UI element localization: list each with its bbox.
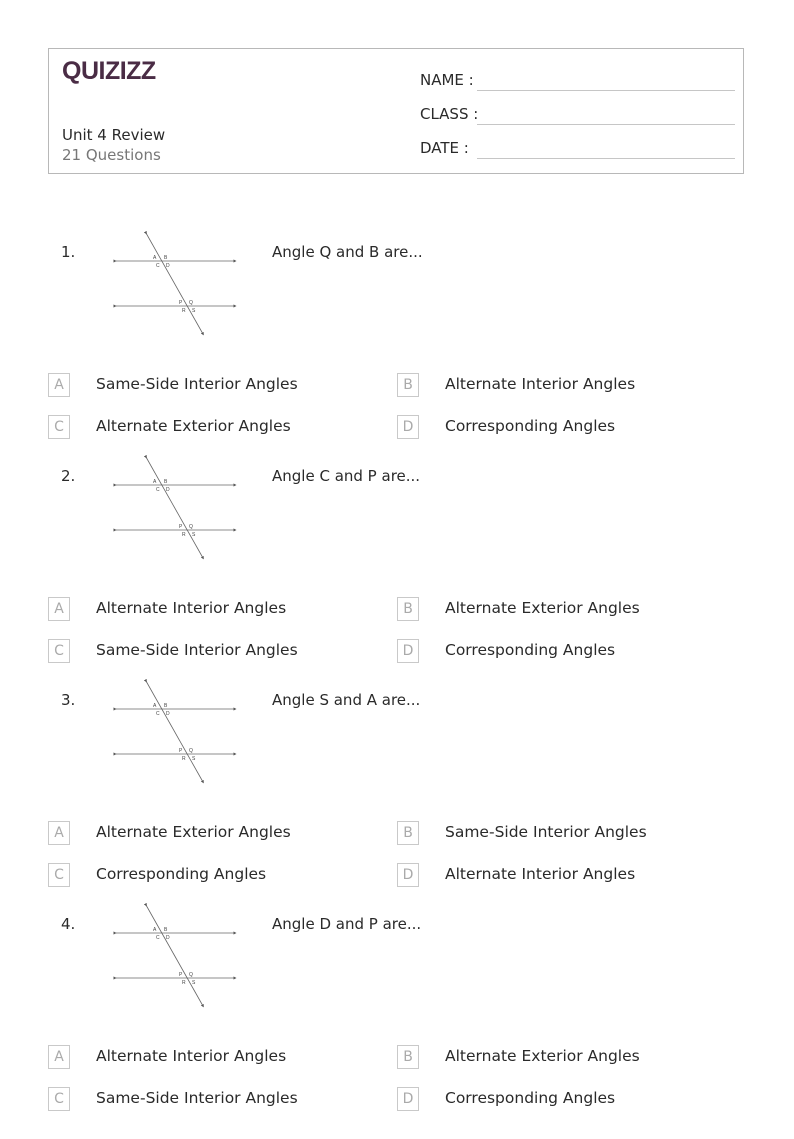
- label-r: R: [182, 532, 186, 538]
- transversal-line: [146, 681, 203, 782]
- option-text: Same-Side Interior Angles: [96, 1089, 298, 1107]
- label-p: P: [179, 972, 183, 978]
- question-text: Angle C and P are...: [272, 467, 421, 485]
- label-p: P: [179, 300, 183, 306]
- option-letter-box[interactable]: B: [397, 1045, 419, 1069]
- option-letter-box[interactable]: A: [48, 821, 70, 845]
- label-c: C: [156, 487, 160, 493]
- label-d: D: [166, 487, 170, 493]
- option-letter-box[interactable]: D: [397, 639, 419, 663]
- question-number: 3.: [61, 691, 76, 709]
- worksheet-header: [48, 48, 744, 174]
- option-letter-box[interactable]: A: [48, 373, 70, 397]
- transversal-line: [146, 457, 203, 558]
- label-a: A: [153, 927, 157, 933]
- name-line[interactable]: [477, 90, 735, 91]
- option-text: Alternate Exterior Angles: [96, 823, 291, 841]
- label-p: P: [179, 748, 183, 754]
- option-text: Alternate Interior Angles: [445, 375, 636, 393]
- label-s: S: [192, 308, 196, 314]
- option-letter-box[interactable]: C: [48, 415, 70, 439]
- parallel-lines-transversal-figure: [112, 902, 238, 1008]
- label-c: C: [156, 935, 160, 941]
- option-letter-box[interactable]: D: [397, 863, 419, 887]
- label-s: S: [192, 756, 196, 762]
- option-letter-box[interactable]: B: [397, 821, 419, 845]
- name-label: NAME :: [420, 71, 474, 89]
- question-2: [0, 467, 794, 691]
- label-r: R: [182, 980, 186, 986]
- option-text: Corresponding Angles: [445, 641, 616, 659]
- option-letter-box[interactable]: D: [397, 415, 419, 439]
- label-q: Q: [189, 972, 193, 978]
- label-d: D: [166, 263, 170, 269]
- label-s: S: [192, 532, 196, 538]
- parallel-lines-transversal-figure: [112, 678, 238, 784]
- option-text: Same-Side Interior Angles: [96, 375, 298, 393]
- class-field[interactable]: [420, 101, 735, 125]
- option-text: Corresponding Angles: [445, 417, 616, 435]
- label-r: R: [182, 756, 186, 762]
- worksheet-title: Unit 4 Review: [62, 126, 166, 144]
- quizizz-logo: QUIZIZZ: [62, 57, 156, 85]
- parallel-lines-transversal-figure: [112, 230, 238, 336]
- label-b: B: [164, 927, 168, 933]
- transversal-line: [146, 905, 203, 1006]
- question-number: 1.: [61, 243, 76, 261]
- option-text: Same-Side Interior Angles: [96, 641, 298, 659]
- date-field[interactable]: [420, 135, 735, 159]
- label-d: D: [166, 935, 170, 941]
- label-d: D: [166, 711, 170, 717]
- label-c: C: [156, 263, 160, 269]
- option-text: Alternate Interior Angles: [96, 1047, 287, 1065]
- option-letter-box[interactable]: C: [48, 1087, 70, 1111]
- option-text: Alternate Interior Angles: [96, 599, 287, 617]
- option-text: Alternate Exterior Angles: [445, 1047, 640, 1065]
- name-field[interactable]: [420, 67, 735, 91]
- label-s: S: [192, 980, 196, 986]
- option-letter-box[interactable]: B: [397, 373, 419, 397]
- option-letter-box[interactable]: C: [48, 639, 70, 663]
- option-letter-box[interactable]: A: [48, 1045, 70, 1069]
- question-text: Angle S and A are...: [272, 691, 421, 709]
- label-a: A: [153, 255, 157, 261]
- option-letter-box[interactable]: B: [397, 597, 419, 621]
- question-4: [0, 915, 794, 1139]
- class-line[interactable]: [477, 124, 735, 125]
- date-label: DATE :: [420, 139, 469, 157]
- label-r: R: [182, 308, 186, 314]
- label-c: C: [156, 711, 160, 717]
- option-text: Alternate Exterior Angles: [96, 417, 291, 435]
- option-text: Alternate Interior Angles: [445, 865, 636, 883]
- transversal-line: [146, 233, 203, 334]
- label-q: Q: [189, 524, 193, 530]
- question-1: [0, 243, 794, 467]
- option-text: Same-Side Interior Angles: [445, 823, 647, 841]
- label-p: P: [179, 524, 183, 530]
- label-a: A: [153, 703, 157, 709]
- label-b: B: [164, 479, 168, 485]
- label-a: A: [153, 479, 157, 485]
- label-b: B: [164, 255, 168, 261]
- question-3: [0, 691, 794, 915]
- option-text: Alternate Exterior Angles: [445, 599, 640, 617]
- question-number: 4.: [61, 915, 76, 933]
- label-q: Q: [189, 300, 193, 306]
- option-letter-box[interactable]: D: [397, 1087, 419, 1111]
- parallel-lines-transversal-figure: [112, 454, 238, 560]
- question-text: Angle Q and B are...: [272, 243, 423, 261]
- question-text: Angle D and P are...: [272, 915, 422, 933]
- label-b: B: [164, 703, 168, 709]
- option-text: Corresponding Angles: [96, 865, 267, 883]
- question-number: 2.: [61, 467, 76, 485]
- option-letter-box[interactable]: C: [48, 863, 70, 887]
- label-q: Q: [189, 748, 193, 754]
- option-text: Corresponding Angles: [445, 1089, 616, 1107]
- option-letter-box[interactable]: A: [48, 597, 70, 621]
- question-count: 21 Questions: [62, 146, 161, 164]
- date-line[interactable]: [477, 158, 735, 159]
- class-label: CLASS :: [420, 105, 479, 123]
